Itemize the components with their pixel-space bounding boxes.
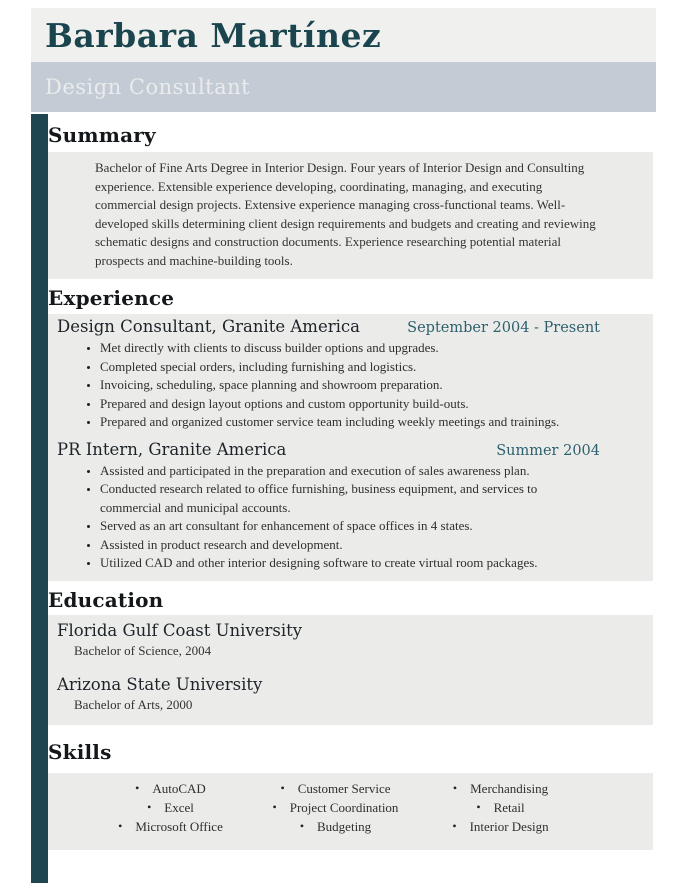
job-bullet: • Prepared and design layout options and custom opportunity build-outs.	[100, 395, 591, 414]
job-title: Design Consultant, Granite America	[57, 317, 360, 336]
skill-item	[253, 817, 418, 836]
job-bullet: • Prepared and organized customer service team including weekly meetings and trainings.	[100, 413, 591, 432]
job-header	[48, 440, 653, 459]
summary-box	[48, 152, 653, 279]
school-name: Florida Gulf Coast University	[57, 620, 303, 640]
job-title: PR Intern, Granite America	[57, 439, 287, 459]
bullet-icon: •	[476, 799, 481, 814]
job-entry	[48, 317, 653, 432]
job-header	[48, 317, 653, 336]
job-bullet: • Served as an art consultant for enhancement of space offices in 4 states.	[100, 517, 591, 536]
skills-heading: Skills	[48, 739, 112, 764]
job-bullet: • Assisted in product research and development.	[100, 536, 591, 555]
accent-bar	[31, 114, 48, 883]
skill-label: Retail	[493, 799, 525, 815]
job-bullet: • Assisted and participated in the preparation and execution of sales awareness plan.	[100, 462, 591, 481]
school-entry	[57, 673, 653, 713]
bullet-icon: •	[452, 818, 457, 833]
education-heading: Education	[48, 587, 164, 612]
job-bullet: • Met directly with clients to discuss builder options and upgrades.	[100, 339, 591, 358]
education-box	[48, 615, 653, 725]
job-bullet: • Utilized CAD and other interior designing software to create virtual room packages.	[100, 554, 591, 573]
school-name: Arizona State University	[57, 674, 263, 694]
job-dates: September 2004 - Present	[407, 320, 600, 336]
experience-box	[48, 314, 653, 581]
bullet-icon: •	[118, 818, 123, 833]
bullet-icon: •	[452, 780, 458, 795]
summary-text: Bachelor of Fine Arts Degree in Interior Design. Four years of Interior Design and Consulting experience. Extensible experience developing, coordinating, managing, and executing commercial design projects. Extensive experience managing cross-functional teams. Well-developed skills determining client design requirements and budgets and creating and reviewing schematic designs and construction documents. Experience researching potential material prospects and machine-building tools.	[95, 160, 596, 268]
school-degree: Bachelor of Science, 2004	[74, 642, 212, 658]
skills-box	[48, 773, 653, 850]
bullet-icon: •	[299, 818, 305, 833]
skill-item	[418, 817, 583, 836]
person-title: Design Consultant	[45, 75, 251, 99]
skill-item	[88, 798, 253, 817]
school-entry	[57, 619, 653, 659]
header-name-band	[31, 8, 656, 62]
bullet-icon: •	[272, 799, 277, 814]
experience-heading: Experience	[48, 286, 175, 310]
bullet-icon: •	[280, 780, 285, 795]
summary-heading: Summary	[48, 123, 156, 147]
skill-item	[88, 817, 253, 836]
skill-label: Budgeting	[317, 818, 372, 834]
school-degree: Bachelor of Arts, 2000	[74, 696, 193, 712]
job-bullet: • Completed special orders, including furnishing and logistics.	[100, 358, 591, 377]
skill-item	[418, 779, 583, 798]
skill-item	[88, 779, 253, 798]
skill-label: Interior Design	[469, 818, 549, 834]
job-entry	[48, 440, 653, 573]
job-bullet: • Invoicing, scheduling, space planning and showroom preparation.	[100, 376, 591, 395]
section-skills	[48, 740, 653, 850]
person-name: Barbara Martínez	[45, 16, 382, 55]
section-education	[48, 588, 653, 725]
bullet-icon: •	[147, 799, 152, 814]
skill-item	[253, 779, 418, 798]
job-bullet: • Conducted research related to office furnishing, business equipment, and services to commercial and municipal accounts.	[100, 480, 591, 517]
skill-item	[253, 798, 418, 817]
job-dates: Summer 2004	[496, 442, 600, 459]
header-title-band	[31, 62, 656, 112]
skill-label: Customer Service	[297, 780, 391, 796]
job-bullet-list	[48, 339, 653, 432]
section-experience	[48, 286, 653, 581]
section-summary	[48, 123, 653, 279]
skill-item	[418, 798, 583, 817]
bullet-icon: •	[135, 780, 140, 795]
skill-label: Excel	[164, 799, 194, 815]
skill-label: Microsoft Office	[135, 818, 223, 834]
skill-label: Merchandising	[470, 780, 549, 796]
job-bullet-list	[48, 462, 653, 573]
resume-body	[48, 114, 653, 850]
skill-label: Project Coordination	[289, 799, 399, 815]
skill-label: AutoCAD	[152, 780, 206, 796]
